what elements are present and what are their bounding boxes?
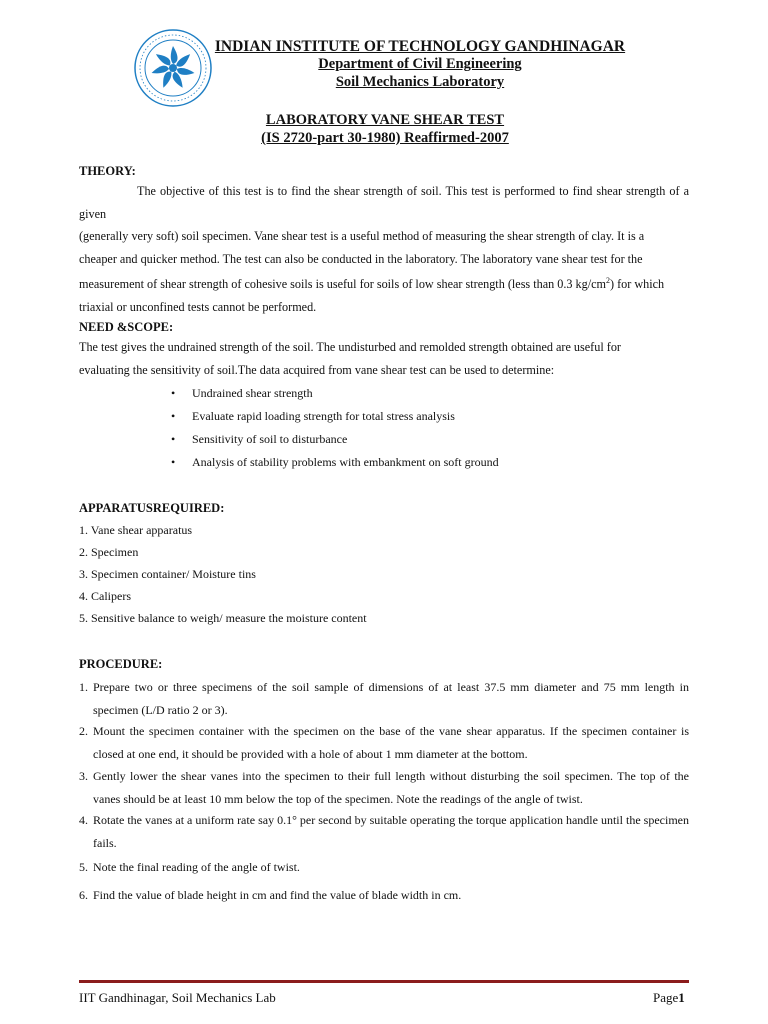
footer-lab-name: IIT Gandhinagar, Soil Mechanics Lab (79, 990, 276, 1005)
procedure-heading: PROCEDURE: (79, 657, 163, 671)
page-number: Page1 (653, 990, 685, 1005)
list-item: 1. Vane shear apparatus (79, 523, 193, 537)
need-scope-paragraph (79, 336, 689, 381)
theory-line: (generally very soft) soil specimen. Vane shear test is a useful method of measuring the shear strength of clay. It is a (79, 229, 645, 243)
lab-name: Soil Mechanics Laboratory (335, 74, 505, 90)
list-item: 2. Specimen (79, 545, 139, 559)
theory-heading: THEORY: (79, 164, 136, 178)
procedure-step: 2. Mount the specimen container with the specimen on the base of the vane shear apparatus. If the specimen container is closed at one end, it should be provided with a hole of about 1 mm diameter at the bottom. (79, 724, 689, 761)
theory-line: The objective of this test is to find the shear strength of soil. This test is performed to find shear strength of a given (79, 184, 689, 221)
procedure-step: 1. Prepare two or three specimens of the soil sample of dimensions of at least 37.5 mm diameter and 75 mm length in specimen (L/D ratio 2 or 3). (79, 680, 689, 717)
theory-paragraph (79, 180, 689, 318)
procedure-step: 6. Find the value of blade height in cm and find the value of blade width in cm. (79, 888, 462, 902)
procedure-step: 3. Gently lower the shear vanes into the specimen to their full length without disturbing the soil specimen. The top of the vanes should be at least 10 mm below the top of the specimen. Note the readings of the angle of twist. (79, 769, 689, 806)
apparatus-heading: APPARATUSREQUIRED: (79, 501, 225, 515)
test-standard: (IS 2720-part 30-1980) Reaffirmed-2007 (261, 130, 509, 146)
list-item: 4. Calipers (79, 589, 131, 603)
list-item: • Undrained shear strength (171, 386, 313, 400)
list-item: 5. Sensitive balance to weigh/ measure the moisture content (79, 611, 367, 625)
department-name: Department of Civil Engineering (318, 56, 522, 72)
procedure-step: 5. Note the final reading of the angle of twist. (79, 860, 300, 874)
need-scope-line: The test gives the undrained strength of the soil. The undisturbed and remolded strength obtained are useful for (79, 340, 621, 354)
theory-line: cheaper and quicker method. The test can also be conducted in the laboratory. The laboratory vane shear test for the (79, 251, 643, 266)
list-item: 3. Specimen container/ Moisture tins (79, 567, 256, 581)
need-scope-heading: NEED &SCOPE: (79, 320, 174, 334)
theory-line: triaxial or unconfined tests cannot be performed. (79, 299, 317, 314)
need-scope-line: evaluating the sensitivity of soil.The data acquired from vane shear test can be used to determine: (79, 362, 555, 377)
list-item: • Sensitivity of soil to disturbance (171, 432, 348, 446)
theory-line: measurement of shear strength of cohesive soils is useful for soils of low shear strength (less than 0.3 $kg/cm^2$) for which (79, 276, 665, 292)
test-title: LABORATORY VANE SHEAR TEST (265, 112, 505, 128)
list-item: • Evaluate rapid loading strength for total stress analysis (171, 409, 455, 423)
footer-rule (79, 980, 689, 983)
list-item: • Analysis of stability problems with embankment on soft ground (171, 455, 499, 469)
institute-name: INDIAN INSTITUTE OF TECHNOLOGY GANDHINAGAR (214, 38, 626, 55)
procedure-step: 4. Rotate the vanes at a uniform rate say 0.1° per second by suitable operating the torque application handle until the specimen fails. (79, 813, 689, 850)
